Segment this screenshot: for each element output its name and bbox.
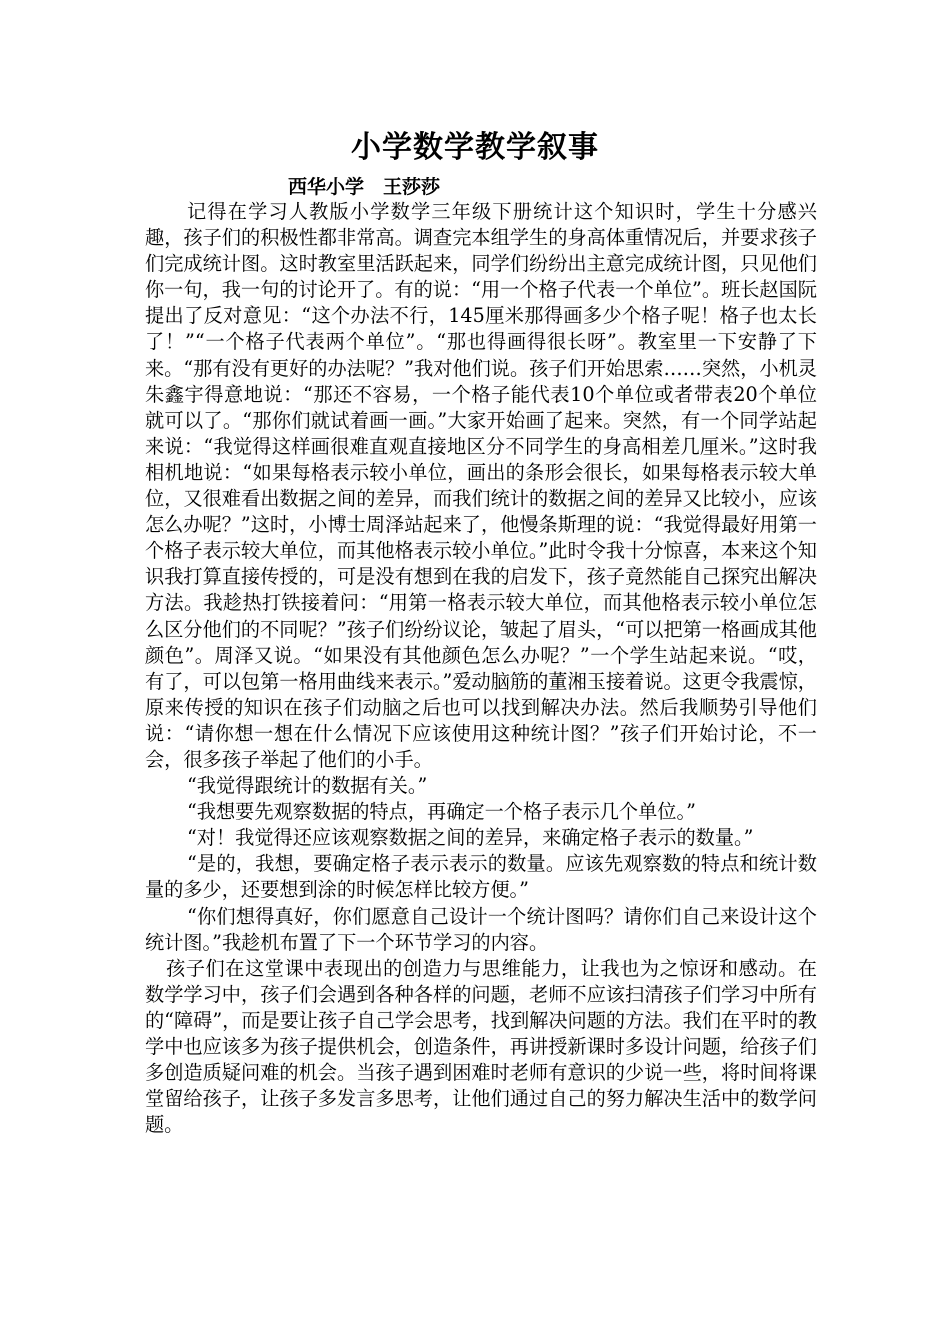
paragraph: 孩子们在这堂课中表现出的创造力与思维能力，让我也为之惊讶和感动。在数学学习中，孩子们会遇到各种各样的问题，老师不应该扫清孩子们学习中所有的“障碍”，而是要让孩子自己学会思考，找到解决问题的方法。我们在平时的教学中也应该多为孩子提供机会，创造条件，再讲授新课时多设计问题，给孩子们多创造质疑问难的机会。当孩子遇到困难时老师有意识的少说一些，将时间将课堂留给孩子，让孩子多发言多思考，让他们通过自己的努力解决生活中的数学问题。: [145, 956, 817, 1137]
document-title: 小学数学教学叙事: [351, 130, 599, 165]
document-body: [145, 199, 817, 1138]
paragraph: “是的，我想，要确定格子表示表示的数量。应该先观察数的特点和统计数量的多少，还要想到涂的时候怎样比较方便。”: [145, 852, 817, 902]
paragraph: “对！我觉得还应该观察数据之间的差异，来确定格子表示的数量。”: [187, 826, 754, 850]
paragraph: 记得在学习人教版小学数学三年级下册统计这个知识时，学生十分感兴趣，孩子们的积极性都非常高。调查完本组学生的身高体重情况后，并要求孩子们完成统计图。这时教室里活跃起来，同学们纷纷出主意完成统计图，只见他们你一句，我一句的讨论开了。有的说：“用一个格子代表一个单位”。班长赵国阮提出了反对意见：“这个办法不行，145厘米那得画多少个格子呢！格子也太长了！”“一个格子代表两个单位”。“那也得画得很长呀”。教室里一下安静了下来。“那有没有更好的办法呢？”我对他们说。孩子们开始思索……突然，小机灵朱鑫宇得意地说：“那还不容易，一个格子能代表10个单位或者带表20个单位就可以了。“那你们就试着画一画。”大家开始画了起来。突然，有一个同学站起来说：“我觉得这样画很难直观直接地区分不同学生的身高相差几厘米。”这时我相机地说：“如果每格表示较小单位，画出的条形会很长，如果每格表示较大单位，又很难看出数据之间的差异，而我们统计的数据之间的差异又比较小，应该怎么办呢？”这时，小博士周泽站起来了，他慢条斯理的说：“我觉得最好用第一个格子表示较大单位，而其他格表示较小单位。”此时令我十分惊喜，本来这个知识我打算直接传授的，可是没有想到在我的启发下，孩子竟然能自己探究出解决方法。我趁热打铁接着问：“用第一格表示较大单位，而其他格表示较小单位怎么区分他们的不同呢？”孩子们纷纷议论，皱起了眉头，“可以把第一格画成其他颜色”。周泽又说。“如果没有其他颜色怎么办呢？”一个学生站起来说。“哎，有了，可以包第一格用曲线来表示。”爱动脑筋的董湘玉接着说。这更令我震惊，原来传授的知识在孩子们动脑之后也可以找到解决办法。然后我顺势引导他们说：“请你想一想在什么情况下应该使用这种统计图？”孩子们开始讨论，不一会，很多孩子举起了他们的小手。: [145, 200, 817, 771]
paragraph: “我觉得跟统计的数据有关。”: [187, 774, 428, 798]
paragraph: “我想要先观察数据的特点，再确定一个格子表示几个单位。”: [187, 800, 696, 824]
paragraph: “你们想得真好，你们愿意自己设计一个统计图吗？请你们自己来设计这个统计图。”我趁机布置了下一个环节学习的内容。: [145, 904, 817, 954]
author-line: 西华小学 王莎莎: [288, 176, 441, 198]
